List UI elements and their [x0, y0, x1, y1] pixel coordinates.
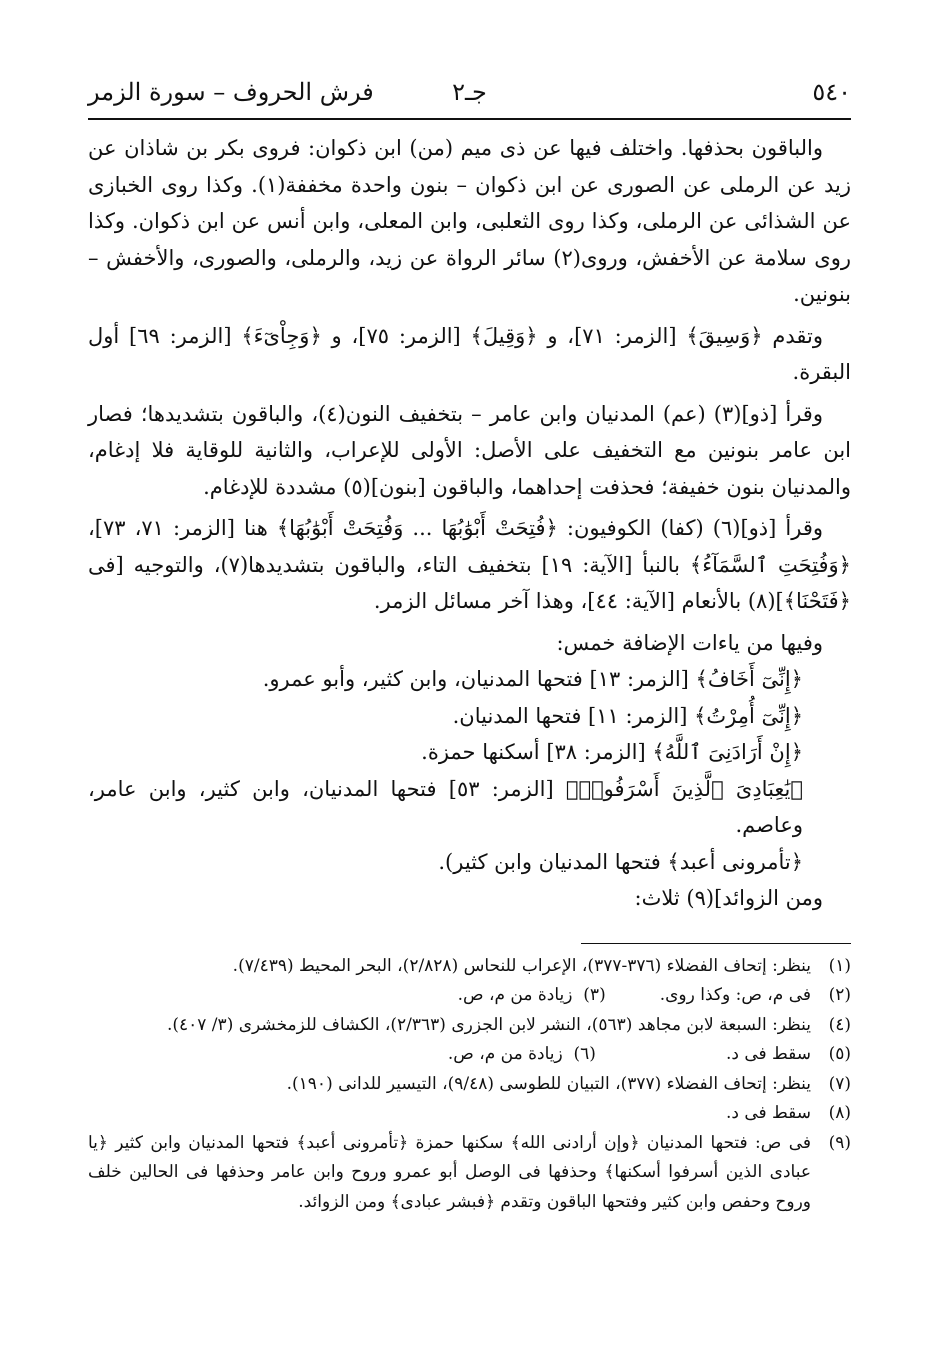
paragraph: وقرأ [ذو](٦) (كفا) الكوفيون: ﴿فُتِحَتْ أَبْوَٰبُهَا ... وَفُتِحَتْ أَبْوَٰبُهَا﴾ هنا [الزمر: ٧١، ٧٣]، ﴿وَفُتِحَتِ ٱلسَّمَآءُ﴾ بالنبأ [الآية: ١٩] بتخفيف التاء، والباقون بتشديدها(٧)، والتوجيه [فى ﴿فَتَحْنَا﴾](٨) بالأنعام [الآية: ٤٤]، وهذا آخر مسائل الزمر.	[88, 516, 851, 613]
paragraph: وتقدم ﴿وَسِيقَ﴾ [الزمر: ٧١]، و ﴿وَقِيلَ﴾ [الزمر: ٧٥]، و ﴿وَجِاْىٓءَ﴾ [الزمر: ٦٩] أول البقرة.	[88, 323, 851, 384]
running-header	[88, 72, 851, 112]
footnote-text: زيادة من م، ص.	[447, 1044, 563, 1064]
footnote-text: سقط فى د.	[725, 1103, 811, 1123]
page-number: ٥٤٠	[812, 78, 851, 106]
list-item: ﴿إِنِّىٓ أَخَافُ﴾ [الزمر: ١٣] فتحها المدنيان، وابن كثير، وأبو عمرو.	[262, 667, 803, 691]
footnote-number: (٨)	[828, 1103, 851, 1123]
footnote-text	[88, 981, 811, 1011]
footnote-number: (٢)	[828, 985, 851, 1005]
list-item: ﴿يَٰعِبَادِىَ ٱلَّذِينَ أَسْرَفُوا۟﴾ [الزمر: ٥٣] فتحها المدنيان، وابن كثير، وابن عامر، وعاصم.	[88, 776, 803, 837]
footnote	[88, 981, 851, 1011]
list-item: ﴿إِنِّىٓ أُمِرْتُ﴾ [الزمر: ١١] فتحها المدنيان.	[452, 703, 803, 728]
footnote-text	[88, 1040, 811, 1070]
footnote	[88, 952, 851, 982]
footnote-text: فى م، ص: وكذا روى.	[659, 985, 811, 1005]
list-item: ﴿تأمرونى أعبد﴾ فتحها المدنيان وابن كثير).	[438, 849, 803, 874]
footnote-number: (٥)	[828, 1044, 851, 1064]
footnote-text: فى ص: فتحها المدنيان ﴿وإن أرادنى الله﴾ سكنها حمزة ﴿تأمرونى أعبد﴾ فتحها المدنيان وابن كثير ﴿يا عبادى الذين أسرفوا أسكنها﴾ وحذفها فى الوصل أبو عمرو وروح وابن عامر وحذفها فى الحالين خلف وروح وحفص وابن كثير وفتحها الباقون وتقدم ﴿فبشر عبادى﴾ ومن الزوائد.	[88, 1132, 811, 1212]
footnote	[88, 1070, 851, 1100]
footnote-number: (٣)	[583, 985, 606, 1005]
footnote	[88, 1129, 851, 1218]
footnote-rule	[581, 943, 851, 944]
footnote	[88, 1011, 851, 1041]
main-text	[88, 130, 851, 917]
footnote-number: (٩)	[828, 1132, 851, 1153]
footnote	[88, 1040, 851, 1070]
footnote-text: سقط فى د.	[725, 1044, 811, 1064]
volume-label: جـ٢	[452, 78, 487, 106]
paragraph: وقرأ [ذو](٣) (عم) المدنيان وابن عامر – بتخفيف النون(٤)، والباقون بتشديدها؛ فصار ابن عامر بنونين مع التخفيف على الأصل: الأولى للإعراب، والثانية للوقاية فلا إدغام، والمدنيان بنون خفيفة؛ فحذفت إحداهما، والباقون [بنون](٥) مشددة للإدغام.	[88, 401, 851, 499]
footnote-text: ينظر: إتحاف الفضلاء (٣٧٦-٣٧٧)، الإعراب للنحاس (٢/٨٢٨)، البحر المحيط (٧/٤٣٩).	[232, 955, 811, 976]
footnote-text: زيادة من م، ص.	[457, 985, 573, 1005]
header-rule	[88, 118, 851, 120]
footnote-number: (٦)	[573, 1044, 596, 1064]
paragraph: وفيها من ياءات الإضافة خمس:	[556, 630, 823, 655]
list-item: ﴿إِنْ أَرَادَنِىَ ٱللَّهُ﴾ [الزمر: ٣٨] أسكنها حمزة.	[421, 740, 803, 764]
footnote-number: (١)	[828, 955, 851, 976]
footnote	[88, 1099, 851, 1129]
footnote-number: (٤)	[828, 1014, 851, 1035]
chapter-title: فرش الحروف – سورة الزمر	[88, 78, 374, 106]
paragraph: والباقون بحذفها. واختلف فيها عن ذى ميم (من) ابن ذكوان: فروى بكر بن شاذان عن زيد عن الرملى عن الصورى عن ابن ذكوان – بنون واحدة مخففة(١). وكذا روى الخبازى عن الشذائى عن الرملى، وكذا روى الثعلبى، وابن المعلى، وابن أنس عن ابن ذكوان. وكذا روى سلامة عن الأخفش، وروى(٢) سائر الرواة عن زيد، والرملى، والصورى، والأخفش – بنونين.	[88, 136, 852, 306]
footnotes	[88, 952, 851, 1218]
footnote-text: ينظر: السبعة لابن مجاهد (٥٦٣)، النشر لابن الجزرى (٢/٣٦٣)، الكشاف للزمخشرى (٣/ ٤٠٧).	[166, 1014, 811, 1035]
closing-line: ومن الزوائد](٩) ثلاث:	[634, 886, 823, 910]
footnote-number: (٧)	[828, 1073, 851, 1094]
footnote-text: ينظر: إتحاف الفضلاء (٣٧٧)، التبيان للطوسى (٩/٤٨)، التيسير للدانى (١٩٠).	[286, 1073, 811, 1094]
